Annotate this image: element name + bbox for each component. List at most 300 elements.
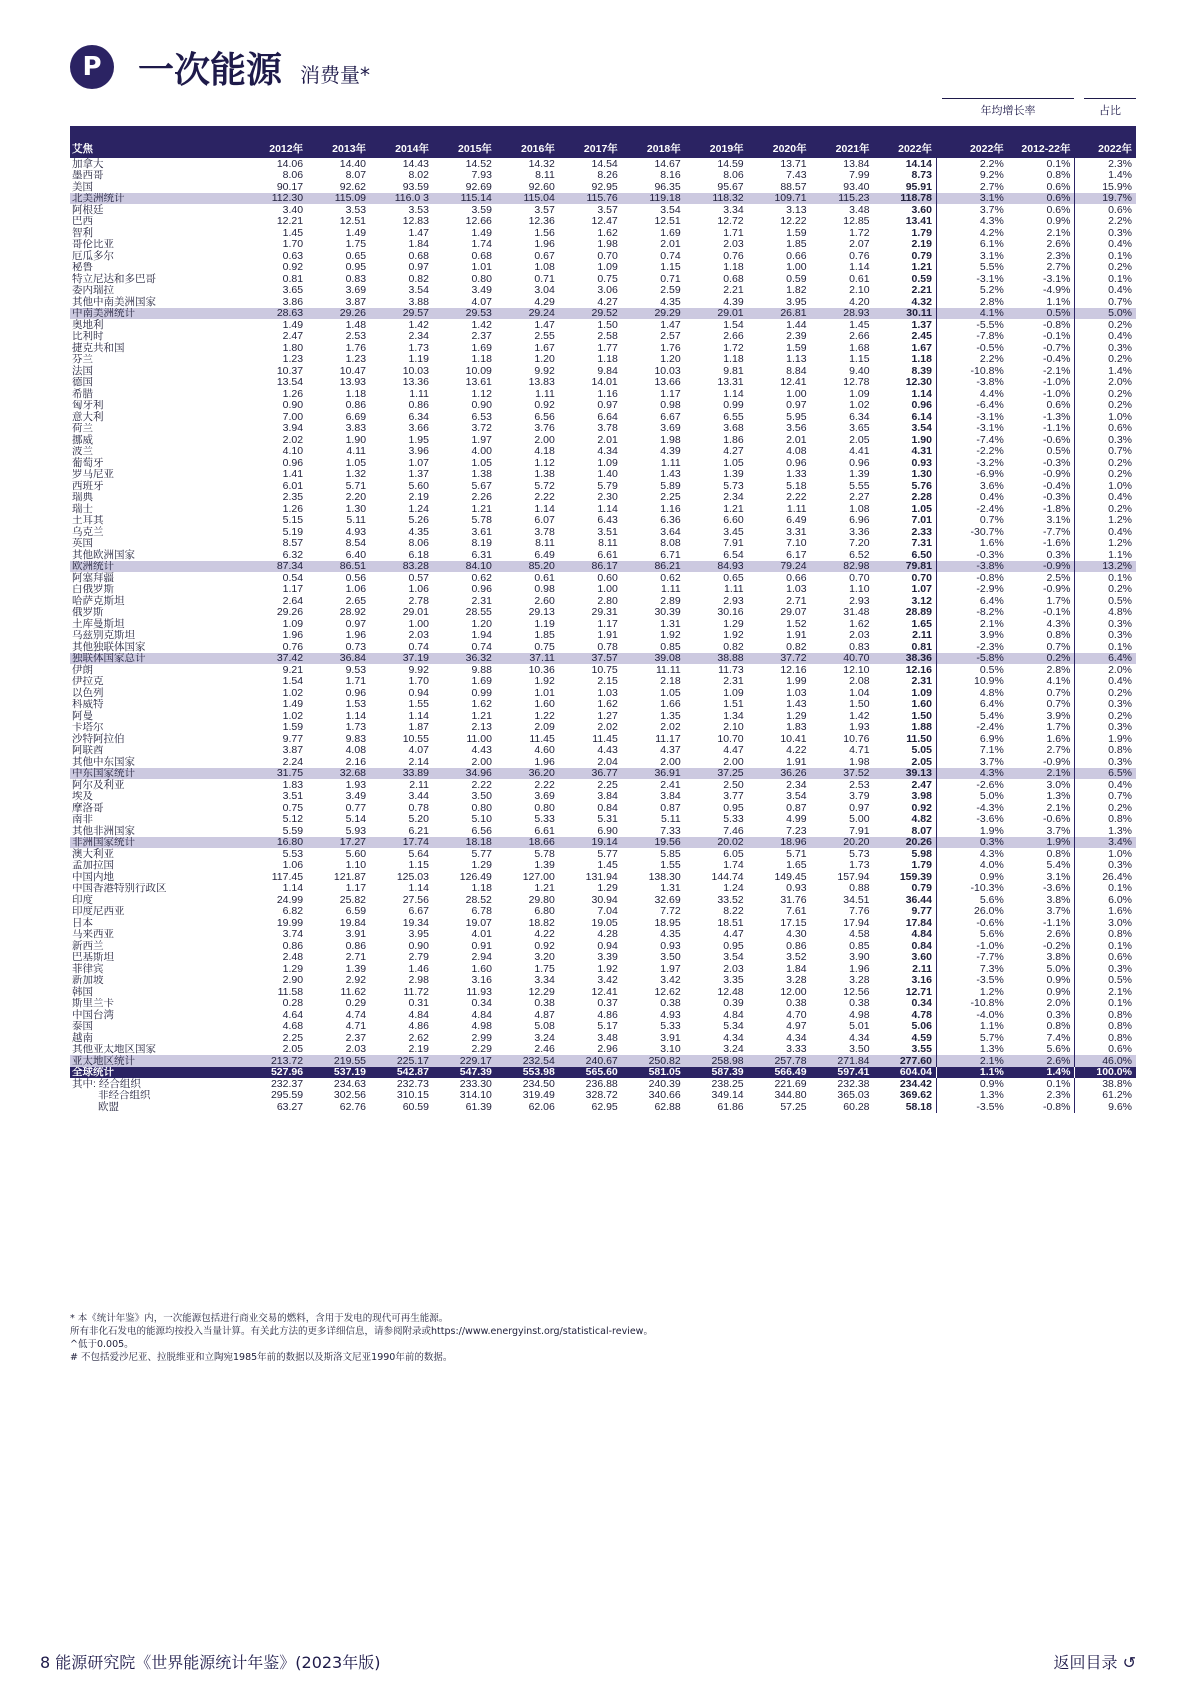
value-cell: 2.19 [874, 239, 937, 251]
table-row [70, 262, 1136, 274]
value-cell: 3.12 [874, 595, 937, 607]
value-cell: 11.45 [529, 733, 555, 745]
value-cell: 3.28 [849, 974, 870, 986]
growth-cell: -1.1% [1008, 917, 1075, 929]
growth-cell: -7.7% [1008, 526, 1075, 538]
growth-cell: 0.1% [1008, 1078, 1075, 1090]
page-title: 一次能源 [138, 49, 283, 91]
value-cell: 62.88 [654, 1101, 681, 1113]
value-cell: 3.88 [408, 296, 429, 308]
growth-cell: -0.6% [1008, 434, 1075, 446]
row-label: 土耳其 [72, 514, 104, 526]
value-cell: 5.33 [534, 813, 555, 825]
value-cell: 4.98 [471, 1020, 492, 1032]
value-cell: 6.07 [534, 514, 555, 526]
value-cell: 2.10 [723, 721, 744, 733]
value-cell: 2.33 [874, 526, 937, 538]
value-cell: 7.61 [786, 905, 807, 917]
value-cell: 0.79 [874, 883, 937, 895]
value-cell: 11.93 [466, 986, 492, 998]
table-row [70, 503, 1136, 515]
value-cell: 31.75 [244, 768, 307, 780]
value-cell: 1.14 [408, 882, 429, 894]
value-cell: 1.39 [534, 859, 555, 871]
share-cell: 0.1% [1108, 940, 1132, 952]
value-cell: 1.83 [282, 779, 304, 791]
value-cell: 1.20 [471, 618, 492, 630]
share-cell: 0.8% [1108, 813, 1132, 825]
value-cell: 1.72 [849, 227, 870, 239]
value-cell: 6.56 [471, 825, 492, 837]
share-cell: 2.3% [1108, 158, 1132, 170]
share-cell: 2.0% [1108, 664, 1132, 676]
value-cell: 369.62 [874, 1090, 937, 1102]
value-cell: 1.09 [282, 618, 304, 630]
value-cell: 38.88 [685, 653, 748, 665]
value-cell: 1.52 [786, 618, 807, 630]
value-cell: 4.84 [874, 929, 937, 941]
value-cell: 96.35 [654, 181, 681, 193]
growth-cell: -0.4% [1008, 354, 1075, 366]
value-cell: 1.05 [874, 503, 937, 515]
value-cell: 36.20 [496, 768, 559, 780]
growth-cell: 5.7% [979, 1032, 1004, 1044]
value-cell: 6.71 [660, 549, 681, 561]
value-cell: 6.54 [723, 549, 744, 561]
table-row [70, 319, 1136, 331]
value-cell: 1.24 [408, 503, 429, 515]
value-cell: 1.38 [471, 468, 492, 480]
value-cell: 12.72 [717, 215, 744, 227]
value-cell: 29.01 [685, 308, 748, 320]
value-cell: 3.60 [874, 204, 937, 216]
table-row [70, 170, 1136, 182]
value-cell: 3.83 [345, 422, 367, 434]
row-label: 委内瑞拉 [72, 284, 114, 296]
value-cell: 5.11 [346, 514, 367, 526]
value-cell: 587.39 [685, 1067, 748, 1079]
value-cell: 5.12 [282, 813, 304, 825]
growth-cell: 2.3% [1008, 250, 1075, 262]
value-cell: 13.36 [402, 376, 429, 388]
value-cell: 1.09 [874, 687, 937, 699]
value-cell: 1.92 [597, 963, 618, 975]
value-cell: 1.02 [282, 687, 304, 699]
share-cell: 0.5% [1108, 595, 1132, 607]
page-header [70, 42, 370, 92]
table-row [70, 538, 1136, 550]
value-cell: 1.75 [534, 963, 555, 975]
value-cell: 1.43 [786, 698, 807, 710]
table-row [70, 1101, 1136, 1113]
value-cell: 0.38 [660, 997, 681, 1009]
table-row [70, 929, 1136, 941]
subtotal-row [70, 193, 1136, 205]
value-cell: 11.73 [718, 664, 744, 676]
value-cell: 8.39 [874, 365, 937, 377]
value-cell: 19.84 [339, 917, 367, 929]
value-cell: 29.01 [402, 606, 429, 618]
value-cell: 4.43 [597, 744, 618, 756]
value-cell: 14.32 [528, 158, 555, 170]
value-cell: 28.89 [874, 607, 937, 619]
row-label: 斯里兰卡 [72, 997, 114, 1009]
value-cell: 0.87 [786, 802, 807, 814]
value-cell: 3.24 [534, 1032, 555, 1044]
row-label: 韩国 [72, 986, 93, 998]
row-label: 乌兹别克斯坦 [72, 629, 135, 641]
value-cell: 3.72 [471, 422, 492, 434]
share-cell: 0.4% [1108, 675, 1132, 687]
value-cell: 4.08 [345, 744, 367, 756]
value-cell: 3.95 [408, 928, 429, 940]
growth-cell: -1.1% [1008, 423, 1075, 435]
row-label: 新西兰 [72, 940, 104, 952]
value-cell: 28.93 [811, 308, 874, 320]
share-cell: 0.2% [1108, 399, 1132, 411]
value-cell: 32.69 [654, 894, 681, 906]
table-row [70, 181, 1136, 193]
value-cell: 92.62 [339, 181, 367, 193]
share-cell: 0.1% [1108, 882, 1132, 894]
value-cell: 88.57 [780, 181, 807, 193]
growth-cell: -3.1% [976, 422, 1004, 434]
row-label: 伊朗 [72, 664, 93, 676]
value-cell: 5.78 [534, 848, 555, 860]
value-cell: 131.94 [585, 871, 618, 883]
value-cell: 1.07 [408, 457, 429, 469]
subtotal-row [70, 308, 1136, 320]
value-cell: 4.10 [282, 445, 304, 457]
value-cell: 1.06 [345, 583, 367, 595]
value-cell: 1.07 [874, 584, 937, 596]
value-cell: 2.00 [534, 434, 555, 446]
value-cell: 277.60 [874, 1055, 937, 1067]
value-cell: 149.45 [774, 871, 807, 883]
row-label: 挪威 [72, 434, 93, 446]
value-cell: 4.37 [660, 744, 681, 756]
value-cell: 0.71 [534, 273, 555, 285]
value-cell: 14.43 [402, 158, 429, 170]
value-cell: 12.85 [843, 215, 870, 227]
value-cell: 1.27 [597, 710, 618, 722]
value-cell: 1.15 [408, 859, 429, 871]
value-cell: 1.26 [282, 503, 304, 515]
value-cell: 3.65 [849, 422, 870, 434]
growth-cell: 2.1% [1008, 802, 1075, 814]
value-cell: 0.86 [408, 399, 429, 411]
value-cell: 3.53 [408, 204, 429, 216]
growth-cell: 3.7% [1008, 906, 1075, 918]
share-cell: 0.3% [1108, 698, 1132, 710]
value-cell: 1.91 [786, 629, 807, 641]
growth-cell: -6.4% [976, 399, 1004, 411]
row-label: 德国 [72, 376, 93, 388]
value-cell: 3.50 [660, 951, 681, 963]
table-row [70, 664, 1136, 676]
year-header: 2012年 [244, 126, 307, 158]
value-cell: 1.42 [408, 319, 429, 331]
growth-cell: 5.6% [1008, 1044, 1075, 1056]
value-cell: 4.35 [660, 296, 681, 308]
value-cell: 1.00 [786, 261, 807, 273]
share-cell: 0.5% [1108, 974, 1132, 986]
value-cell: 2.01 [597, 434, 618, 446]
growth-cell: 2.6% [1008, 1055, 1075, 1067]
value-cell: 1.82 [786, 284, 807, 296]
value-cell: 1.39 [345, 963, 367, 975]
share-cell: 15.9% [1102, 181, 1132, 193]
row-label: 亚太地区统计 [70, 1055, 244, 1067]
subtotal-row [70, 768, 1136, 780]
row-label: 澳大利亚 [72, 848, 114, 860]
value-cell: 1.20 [534, 353, 555, 365]
growth-cell: 0.4% [979, 491, 1004, 503]
value-cell: 2.37 [471, 330, 492, 342]
value-cell: 20.02 [685, 837, 748, 849]
value-cell: 3.69 [534, 790, 555, 802]
value-cell: 8.54 [345, 537, 367, 549]
value-cell: 1.05 [345, 457, 367, 469]
value-cell: 553.98 [496, 1067, 559, 1079]
value-cell: 1.18 [723, 261, 744, 273]
value-cell: 1.11 [535, 388, 555, 400]
value-cell: 238.25 [711, 1078, 744, 1090]
value-cell: 36.32 [433, 653, 496, 665]
value-cell: 4.87 [534, 1009, 555, 1021]
value-cell: 5.17 [597, 1020, 618, 1032]
value-cell: 0.65 [723, 572, 744, 584]
table-row [70, 400, 1136, 412]
share-cell: 0.3% [1108, 342, 1132, 354]
value-cell: 1.19 [408, 353, 429, 365]
value-cell: 36.26 [748, 768, 811, 780]
value-cell: 39.08 [622, 653, 685, 665]
share-cell: 0.1% [1108, 572, 1132, 584]
value-cell: 4.22 [534, 928, 555, 940]
value-cell: 1.88 [874, 722, 937, 734]
value-cell: 1.18 [723, 353, 744, 365]
value-cell: 234.63 [333, 1078, 367, 1090]
value-cell: 29.57 [370, 308, 433, 320]
value-cell: 12.56 [843, 986, 870, 998]
value-cell: 1.98 [849, 756, 870, 768]
value-cell: 1.17 [282, 583, 304, 595]
value-cell: 4.11 [346, 445, 367, 457]
value-cell: 14.52 [465, 158, 492, 170]
row-label: 新加坡 [72, 974, 104, 986]
value-cell: 3.49 [471, 284, 492, 296]
value-cell: 36.44 [874, 894, 937, 906]
value-cell: 0.97 [345, 618, 367, 630]
value-cell: 3.20 [534, 951, 555, 963]
value-cell: 9.88 [471, 664, 492, 676]
table-row [70, 1044, 1136, 1056]
value-cell: 271.84 [811, 1055, 874, 1067]
value-cell: 1.09 [597, 457, 618, 469]
value-cell: 6.36 [660, 514, 681, 526]
value-cell: 1.00 [597, 583, 618, 595]
value-cell: 11.17 [655, 733, 681, 745]
value-cell: 1.73 [849, 859, 870, 871]
value-cell: 6.78 [471, 905, 492, 917]
value-cell: 0.77 [345, 802, 367, 814]
value-cell: 0.93 [874, 457, 937, 469]
value-cell: 40.70 [811, 653, 874, 665]
growth-cell: 4.1% [936, 308, 1007, 320]
year-header: 2018年 [622, 126, 685, 158]
value-cell: 2.03 [723, 238, 744, 250]
value-cell: 1.95 [408, 434, 429, 446]
value-cell: 7.76 [849, 905, 870, 917]
value-cell: 118.78 [874, 193, 937, 205]
value-cell: 3.48 [849, 204, 870, 216]
value-cell: 29.31 [591, 606, 618, 618]
value-cell: 2.30 [597, 491, 618, 503]
row-label: 菲律宾 [72, 963, 104, 975]
growth-cell: -3.1% [976, 273, 1004, 285]
value-cell: 1.13 [786, 353, 807, 365]
value-cell: 6.90 [597, 825, 618, 837]
value-cell: 5.60 [345, 848, 367, 860]
growth-cell: 1.7% [1008, 595, 1075, 607]
value-cell: 36.77 [559, 768, 622, 780]
value-cell: 9.77 [282, 733, 304, 745]
row-label: 美国 [72, 181, 93, 193]
value-cell: 2.31 [471, 595, 492, 607]
growth-cell: 4.3% [1008, 618, 1075, 630]
value-cell: 0.83 [345, 273, 367, 285]
value-cell: 233.30 [459, 1078, 492, 1090]
growth-cell: -2.6% [976, 779, 1004, 791]
growth-cell: -3.8% [936, 561, 1007, 573]
value-cell: 3.44 [408, 790, 429, 802]
growth-cell: 0.3% [1008, 549, 1075, 561]
value-cell: 2.21 [874, 285, 937, 297]
value-cell: 3.54 [786, 790, 807, 802]
value-cell: 0.82 [723, 641, 744, 653]
value-cell: 37.52 [811, 768, 874, 780]
row-label: 哈萨克斯坦 [72, 595, 125, 607]
back-to-contents-link[interactable]: 返回目录 ↺ [1053, 1653, 1136, 1672]
share-cell: 1.4% [1108, 365, 1132, 377]
value-cell: 0.93 [786, 882, 807, 894]
growth-cell: -7.8% [976, 330, 1004, 342]
value-cell: 9.92 [408, 664, 429, 676]
row-label: 全球统计 [70, 1067, 244, 1079]
value-cell: 0.84 [597, 802, 618, 814]
value-cell: 115.09 [307, 193, 370, 205]
footnote: # 不包括爱沙尼亚、拉脱维亚和立陶宛1985年前的数据以及斯洛文尼亚1990年前的数据。 [70, 1352, 453, 1363]
share-cell: 0.3% [1108, 434, 1132, 446]
value-cell: 0.67 [534, 250, 555, 262]
row-label: 埃及 [72, 790, 93, 802]
share-cell: 9.6% [1108, 1101, 1132, 1113]
value-cell: 0.38 [786, 997, 807, 1009]
value-cell: 1.45 [597, 859, 618, 871]
growth-cell: 0.1% [1008, 158, 1075, 170]
value-cell: 1.03 [786, 687, 807, 699]
value-cell: 92.60 [528, 181, 555, 193]
share-cell: 0.6% [1108, 951, 1132, 963]
value-cell: 2.66 [849, 330, 870, 342]
growth-cell: 0.3% [936, 837, 1007, 849]
value-cell: 1.29 [597, 882, 618, 894]
share-cell: 0.4% [1108, 284, 1132, 296]
growth-cell: 0.8% [1008, 170, 1075, 182]
value-cell: 1.49 [282, 698, 304, 710]
value-cell: 3.87 [282, 744, 304, 756]
value-cell: 0.92 [874, 802, 937, 814]
value-cell: 1.56 [534, 227, 555, 239]
growth-cell: -1.6% [1008, 538, 1075, 550]
growth-cell: 0.9% [1008, 975, 1075, 987]
value-cell: 1.33 [786, 468, 807, 480]
value-cell: 2.45 [874, 331, 937, 343]
footnotes [70, 1312, 653, 1364]
value-cell: 1.92 [660, 629, 681, 641]
value-cell: 219.55 [307, 1055, 370, 1067]
value-cell: 4.39 [660, 445, 681, 457]
row-label: 西班牙 [72, 480, 104, 492]
value-cell: 2.29 [471, 1043, 492, 1055]
value-cell: 6.43 [597, 514, 618, 526]
value-cell: 0.76 [849, 250, 870, 262]
row-label: 沙特阿拉伯 [72, 733, 125, 745]
growth-cell: 5.6% [979, 928, 1004, 940]
value-cell: 1.55 [408, 698, 429, 710]
value-cell: 3.53 [345, 204, 367, 216]
value-cell: 5.73 [849, 848, 870, 860]
growth-cell: 1.3% [1008, 791, 1075, 803]
value-cell: 0.91 [471, 940, 492, 952]
growth-cell: -30.7% [970, 526, 1004, 538]
value-cell: 0.84 [874, 940, 937, 952]
value-cell: 340.66 [648, 1089, 681, 1101]
value-cell: 1.18 [471, 882, 492, 894]
value-cell: 1.90 [345, 434, 367, 446]
growth-cell: -7.4% [976, 434, 1004, 446]
value-cell: 1.59 [282, 721, 304, 733]
value-cell: 90.17 [276, 181, 304, 193]
row-label: 泰国 [72, 1020, 93, 1032]
value-cell: 2.37 [345, 1032, 367, 1044]
value-cell: 8.06 [282, 169, 304, 181]
value-cell: 8.57 [282, 537, 304, 549]
value-cell: 10.41 [780, 733, 807, 745]
value-cell: 5.33 [660, 1020, 681, 1032]
growth-cell: -3.6% [1008, 883, 1075, 895]
value-cell: 1.54 [723, 319, 744, 331]
value-cell: 0.96 [786, 457, 807, 469]
value-cell: 3.39 [597, 951, 618, 963]
value-cell: 2.04 [597, 756, 618, 768]
value-cell: 3.84 [597, 790, 618, 802]
growth-cell: 3.7% [1008, 825, 1075, 837]
value-cell: 93.40 [843, 181, 870, 193]
value-cell: 2.05 [282, 1043, 304, 1055]
value-cell: 542.87 [370, 1067, 433, 1079]
table-row [70, 676, 1136, 688]
growth-cell: 3.6% [979, 480, 1004, 492]
value-cell: 3.16 [471, 974, 492, 986]
growth-cell: 0.6% [1008, 193, 1075, 205]
value-cell: 0.74 [660, 250, 681, 262]
value-cell: 3.61 [471, 526, 492, 538]
growth-cell: -4.3% [976, 802, 1004, 814]
share-cell: 0.2% [1108, 802, 1132, 814]
value-cell: 7.33 [660, 825, 681, 837]
